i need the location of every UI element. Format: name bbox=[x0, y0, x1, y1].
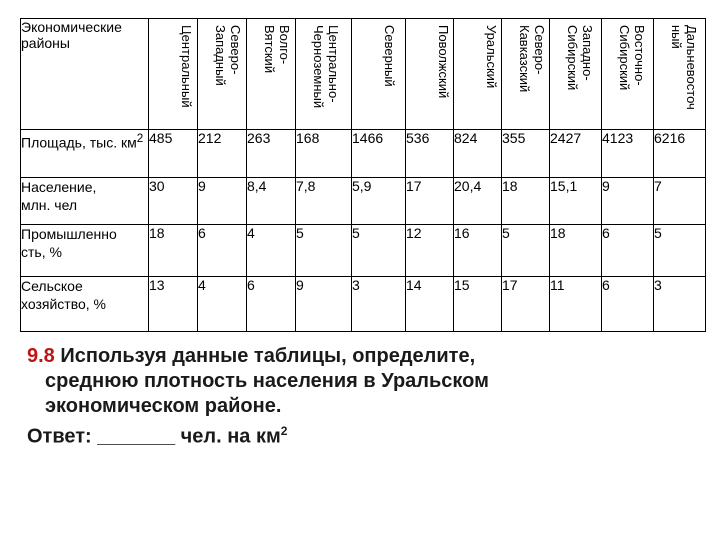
table-cell: 4 bbox=[247, 225, 296, 277]
data-table bbox=[20, 18, 706, 332]
table-cell: 168 bbox=[296, 130, 352, 178]
region-header: Дальневосточ ный bbox=[654, 19, 706, 130]
header-row bbox=[21, 19, 706, 130]
region-header: Уральский bbox=[454, 19, 502, 130]
table-cell: 9 bbox=[602, 178, 654, 225]
question-number: 9.8 bbox=[27, 345, 55, 367]
table-cell: 4123 bbox=[602, 130, 654, 178]
table-cell: 6 bbox=[247, 277, 296, 332]
table-cell: 5 bbox=[296, 225, 352, 277]
region-header: Волго- Вятский bbox=[247, 19, 296, 130]
row-label: Промышленно сть, % bbox=[21, 225, 149, 277]
table-cell: 5 bbox=[352, 225, 406, 277]
table-row bbox=[21, 225, 706, 277]
table-cell: 6 bbox=[198, 225, 247, 277]
table-cell: 15 bbox=[454, 277, 502, 332]
table-cell: 3 bbox=[654, 277, 706, 332]
table-cell: 6 bbox=[602, 277, 654, 332]
question-block bbox=[27, 344, 489, 450]
table-cell: 263 bbox=[247, 130, 296, 178]
question-line-2: среднюю плотность населения в Уральском bbox=[45, 370, 489, 392]
table-cell: 13 bbox=[149, 277, 198, 332]
region-header: Северо- Западный bbox=[198, 19, 247, 130]
table-cell: 2427 bbox=[550, 130, 602, 178]
row-label: Население, млн. чел bbox=[21, 178, 149, 225]
table-row bbox=[21, 178, 706, 225]
table-cell: 1466 bbox=[352, 130, 406, 178]
table-cell: 30 bbox=[149, 178, 198, 225]
region-header: Центрально- Черноземный bbox=[296, 19, 352, 130]
question-line-3: экономическом районе. bbox=[45, 395, 282, 417]
table-cell: 824 bbox=[454, 130, 502, 178]
table-cell: 18 bbox=[502, 178, 550, 225]
region-header: Северо- Кавказский bbox=[502, 19, 550, 130]
row-label: Площадь, тыс. $км^2$ bbox=[21, 130, 149, 178]
table-cell: 12 bbox=[406, 225, 454, 277]
table-cell: 9 bbox=[198, 178, 247, 225]
region-header: Северный bbox=[352, 19, 406, 130]
table-cell: 20,4 bbox=[454, 178, 502, 225]
table-cell: 7,8 bbox=[296, 178, 352, 225]
table-cell: 6 bbox=[602, 225, 654, 277]
table-cell: 485 bbox=[149, 130, 198, 178]
table-row bbox=[21, 277, 706, 332]
table-cell: 18 bbox=[149, 225, 198, 277]
question-line-1: 9.8 Используя данные таблицы, определите, bbox=[27, 345, 476, 367]
corner-label: Экономические районы bbox=[21, 19, 149, 130]
table-cell: 7 bbox=[654, 178, 706, 225]
table-cell: 4 bbox=[198, 277, 247, 332]
region-header: Центральный bbox=[149, 19, 198, 130]
table-cell: 17 bbox=[406, 178, 454, 225]
region-header: Поволжский bbox=[406, 19, 454, 130]
table-cell: 5,9 bbox=[352, 178, 406, 225]
region-header: Восточно- Сибирский bbox=[602, 19, 654, 130]
table-cell: 9 bbox=[296, 277, 352, 332]
row-label: Сельское хозяйство, % bbox=[21, 277, 149, 332]
table-cell: 212 bbox=[198, 130, 247, 178]
table-cell: 18 bbox=[550, 225, 602, 277]
answer-line: Ответ: _______ чел. на $км^2$ bbox=[27, 424, 288, 448]
table-cell: 536 bbox=[406, 130, 454, 178]
table-row bbox=[21, 130, 706, 178]
table-cell: 3 bbox=[352, 277, 406, 332]
table-cell: 16 bbox=[454, 225, 502, 277]
table-cell: 5 bbox=[502, 225, 550, 277]
table-cell: 15,1 bbox=[550, 178, 602, 225]
table-cell: 355 bbox=[502, 130, 550, 178]
region-header: Западно- Сибирский bbox=[550, 19, 602, 130]
table-cell: 11 bbox=[550, 277, 602, 332]
table-cell: 5 bbox=[654, 225, 706, 277]
table-cell: 6216 bbox=[654, 130, 706, 178]
table-cell: 8,4 bbox=[247, 178, 296, 225]
table-cell: 17 bbox=[502, 277, 550, 332]
table-cell: 14 bbox=[406, 277, 454, 332]
